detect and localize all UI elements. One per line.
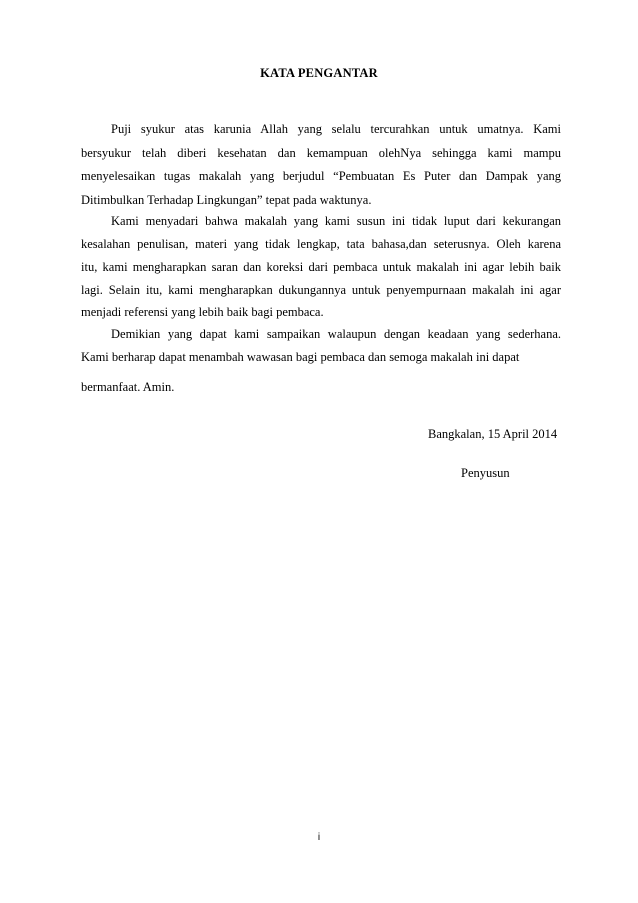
paragraph-2-line-1: Kami menyadari bahwa makalah yang kami susun ini tidak luput dari kekurangan (111, 214, 561, 228)
paragraph-3-line-3: bermanfaat. Amin. (81, 380, 175, 394)
paragraph-3-line-1: Demikian yang dapat kami sampaikan walaupun dengan keadaan yang sederhana. (111, 327, 561, 341)
paragraph-2-line-5: menjadi referensi yang lebih baik bagi pembaca. (81, 305, 324, 319)
place-date: Bangkalan, 15 April 2014 (428, 427, 558, 441)
paragraph-1-line-1: Puji syukur atas karunia Allah yang selalu tercurahkan untuk umatnya. Kami (111, 122, 561, 136)
paragraph-1-line-2: bersyukur telah diberi kesehatan dan kemampuan olehNya sehingga kami mampu (81, 146, 561, 160)
paragraph-1-line-4: Ditimbulkan Terhadap Lingkungan” tepat pada waktunya. (81, 193, 372, 207)
page-title: KATA PENGANTAR (260, 66, 378, 80)
paragraph-1-line-3: menyelesaikan tugas makalah yang berjudul “Pembuatan Es Puter dan Dampak yang (81, 169, 561, 183)
paragraph-2-line-4: lagi. Selain itu, kami mengharapkan dukungannya untuk penyempurnaan makalah ini agar (81, 283, 561, 297)
paragraph-2-line-2: kesalahan penulisan, materi yang tidak lengkap, tata bahasa,dan seterusnya. Oleh karena (81, 237, 561, 251)
page-number: i (317, 832, 321, 843)
paragraph-2-line-3: itu, kami mengharapkan saran dan koreksi dari pembaca untuk makalah ini agar lebih baik (81, 260, 561, 274)
paragraph-3-line-2: Kami berharap dapat menambah wawasan bagi pembaca dan semoga makalah ini dapat (81, 350, 520, 364)
signature-label: Penyusun (461, 466, 510, 480)
